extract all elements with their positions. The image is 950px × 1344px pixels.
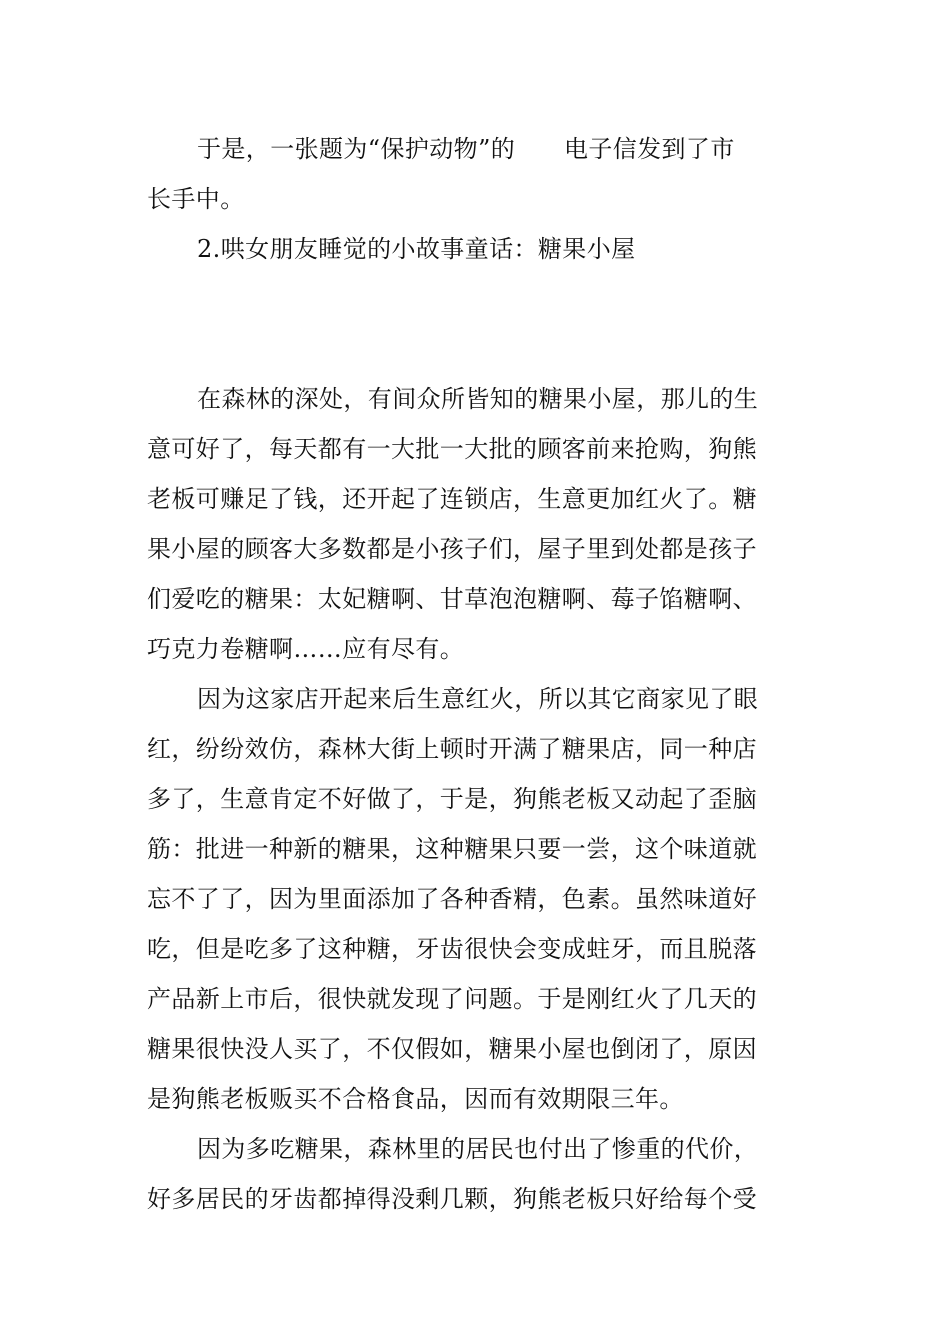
paragraph-2-line-2: 意可好了，每天都有一大批一大批的顾客前来抢购，狗熊: [147, 435, 757, 463]
paragraph-2-line-4: 果小屋的顾客大多数都是小孩子们，屋子里到处都是孩子: [147, 535, 757, 563]
paragraph-2-line-5: 们爱吃的糖果：太妃糖啊、甘草泡泡糖啊、莓子馅糖啊、: [147, 585, 757, 613]
paragraph-3-line-9: 是狗熊老板贩买不合格食品，因而有效期限三年。: [147, 1085, 684, 1113]
paragraph-3-line-6: 吃，但是吃多了这种糖，牙齿很快会变成蛀牙，而且脱落: [147, 935, 757, 963]
paragraph-3-line-3: 多了，生意肯定不好做了，于是，狗熊老板又动起了歪脑: [147, 785, 757, 813]
paragraph-3-line-2: 红，纷纷效仿，森林大街上顿时开满了糖果店，同一种店: [147, 735, 757, 763]
section-heading: 2.哄女朋友睡觉的小故事童话：糖果小屋: [197, 235, 636, 263]
paragraph-3-line-5: 忘不了了，因为里面添加了各种香精，色素。虽然味道好: [147, 885, 757, 913]
paragraph-2-line-3: 老板可赚足了钱，还开起了连锁店，生意更加红火了。糖: [147, 485, 757, 513]
paragraph-2-line-6: 巧克力卷糖啊……应有尽有。: [147, 635, 465, 663]
paragraph-4-line-1: 因为多吃糖果，森林里的居民也付出了惨重的代价，: [197, 1135, 759, 1163]
paragraph-3-line-8: 糖果很快没人买了，不仅假如，糖果小屋也倒闭了，原因: [147, 1035, 757, 1063]
paragraph-1-line-2: 长手中。: [147, 185, 245, 213]
paragraph-4-line-2: 好多居民的牙齿都掉得没剩几颗，狗熊老板只好给每个受: [147, 1185, 757, 1213]
paragraph-3-line-7: 产品新上市后，很快就发现了问题。于是刚红火了几天的: [147, 985, 757, 1013]
paragraph-3-line-4: 筋：批进一种新的糖果，这种糖果只要一尝，这个味道就: [147, 835, 757, 863]
paragraph-1-line-1: 于是，一张题为“保护动物”的 电子信发到了市: [197, 135, 735, 163]
paragraph-2-line-1: 在森林的深处，有间众所皆知的糖果小屋，那儿的生: [197, 385, 759, 413]
paragraph-3-line-1: 因为这家店开起来后生意红火，所以其它商家见了眼: [197, 685, 759, 713]
